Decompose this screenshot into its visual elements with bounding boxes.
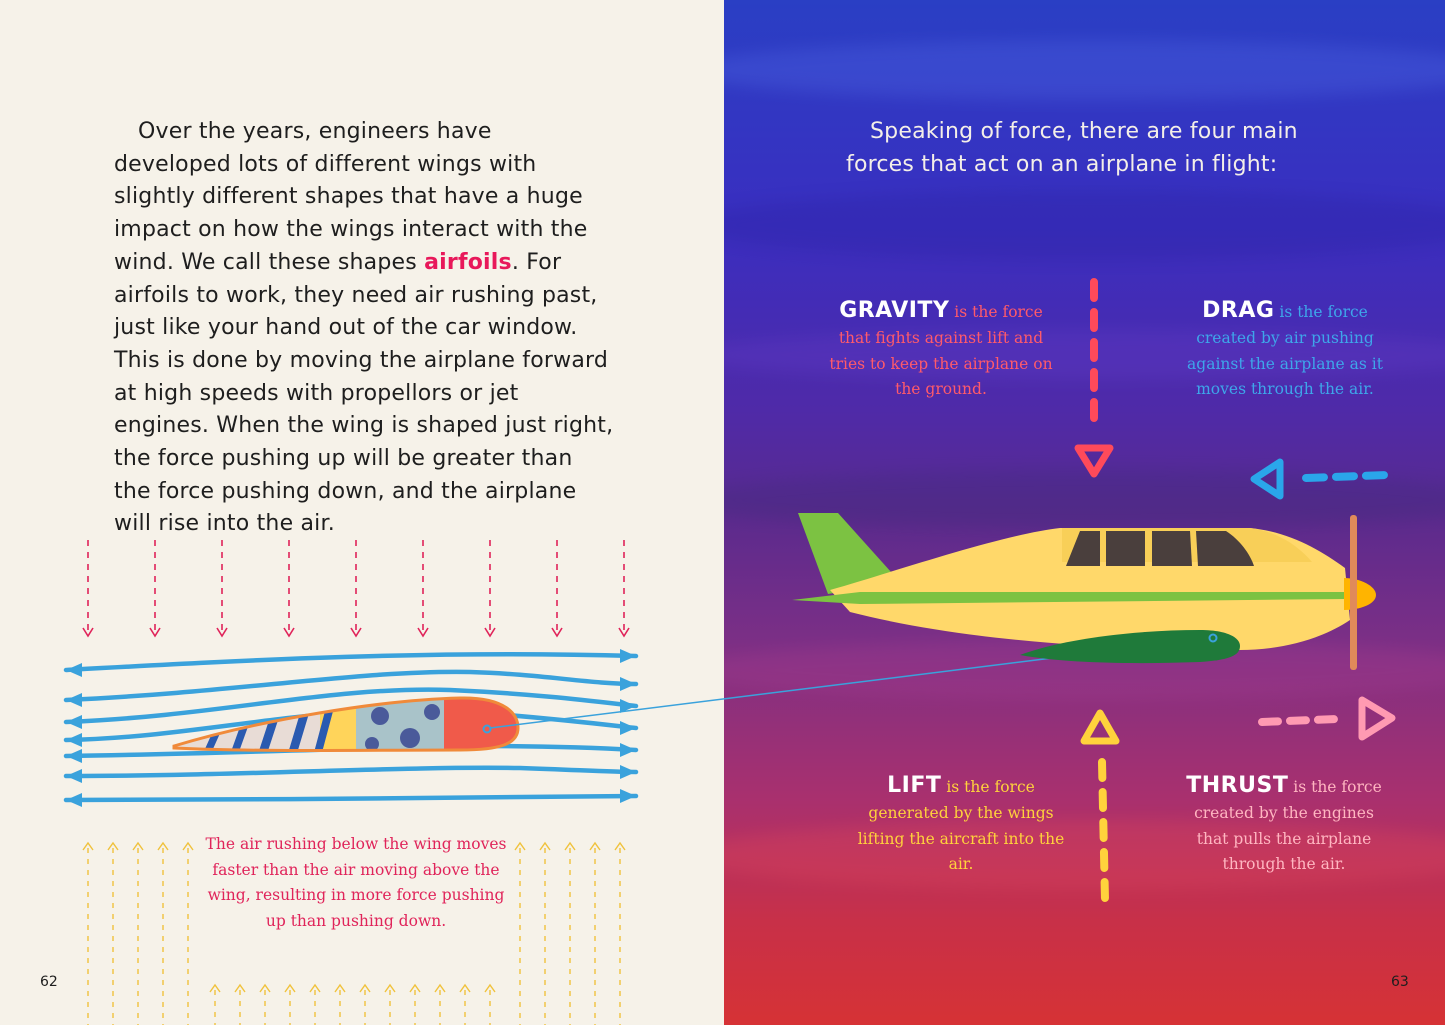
gravity-text: is the force that fights against lift and tries to keep the airplane on the ground. [829,303,1053,399]
airplane-illustration [792,513,1376,670]
arrow-up-dashed-icon [335,985,345,1025]
arrow-up-dashed-icon [540,843,550,1025]
arrow-up-dashed-icon [515,843,525,1025]
thrust-text: is the force created by the engines that pulls the airplane through the air. [1194,778,1382,874]
drag-description [1170,298,1400,403]
arrow-up-dashed-icon [310,985,320,1025]
drag-label: DRAG [1202,298,1275,323]
arrow-up-dashed-icon [410,985,420,1025]
drag-text: is the force created by air pushing against the airplane as it moves through the air. [1187,303,1383,399]
thrust-description [1176,773,1392,878]
lift-text: is the force generated by the wings lifting the aircraft into the air. [857,778,1065,874]
arrow-up-dashed-icon [565,843,575,1025]
page-number-right: 63 [1391,974,1409,990]
arrow-down-dashed-icon [485,540,495,636]
arrow-down-dashed-icon [284,540,294,636]
arrow-up-dashed-icon [460,985,470,1025]
arrow-down-dashed-icon [418,540,428,636]
airfoils-keyword: airfoils [424,249,512,275]
arrow-up-dashed-icon [210,985,220,1025]
arrow-up-dashed-icon [235,985,245,1025]
arrow-down-dashed-icon [217,540,227,636]
lift-label: LIFT [887,773,942,798]
arrow-up-dashed-icon [83,843,93,1025]
forces-intro-text: Speaking of force, there are four main forces that act on an airplane in flight: [846,119,1298,177]
lift-description [846,773,1076,878]
gravity-description [826,298,1056,403]
arrow-up-dashed-icon [158,843,168,1025]
arrow-down-dashed-icon [1078,282,1110,474]
arrow-up-dashed-icon [360,985,370,1025]
arrow-down-dashed-icon [619,540,629,636]
arrow-up-dashed-icon [285,985,295,1025]
arrow-down-dashed-icon [351,540,361,636]
arrow-up-dashed-icon [183,843,193,1025]
arrow-up-dashed-icon [133,843,143,1025]
arrow-down-dashed-icon [83,540,93,636]
page-number-left: 62 [40,974,58,990]
gravity-label: GRAVITY [839,298,950,323]
paragraph-text-start: Over the years, engineers have developed lots of different wings with slightly different shapes that have a huge impact on how the wings interact with the wind. We call these shapes [114,119,588,275]
downward-pressure-arrows [83,540,629,636]
arrow-up-dashed-icon [615,843,625,1025]
arrow-up-dashed-icon [485,985,495,1025]
arrow-up-dashed-icon [590,843,600,1025]
arrow-up-dashed-icon [435,985,445,1025]
arrow-up-dashed-icon [260,985,270,1025]
arrow-up-dashed-icon [385,985,395,1025]
airflow-caption: The air rushing below the wing moves faster than the air moving above the wing, resulting in more force pushing up than pushing down. [205,835,507,931]
thrust-label: THRUST [1186,773,1289,798]
arrow-down-dashed-icon [150,540,160,636]
arrow-up-dashed-icon [1084,713,1116,900]
arrow-down-dashed-icon [552,540,562,636]
arrow-left-dashed-icon [1254,462,1386,496]
arrow-up-dashed-icon [108,843,118,1025]
paragraph-text-end: . For airfoils to work, they need air rushing past, just like your hand out of the car window. This is done by moving the airplane forward at high speeds with propellors or jet engines. When the wing is shaped just right, the force pushing up will be greater than the force pushing down, and the airplane will rise into the air. [114,249,614,537]
arrow-right-dashed-icon [1262,700,1392,737]
